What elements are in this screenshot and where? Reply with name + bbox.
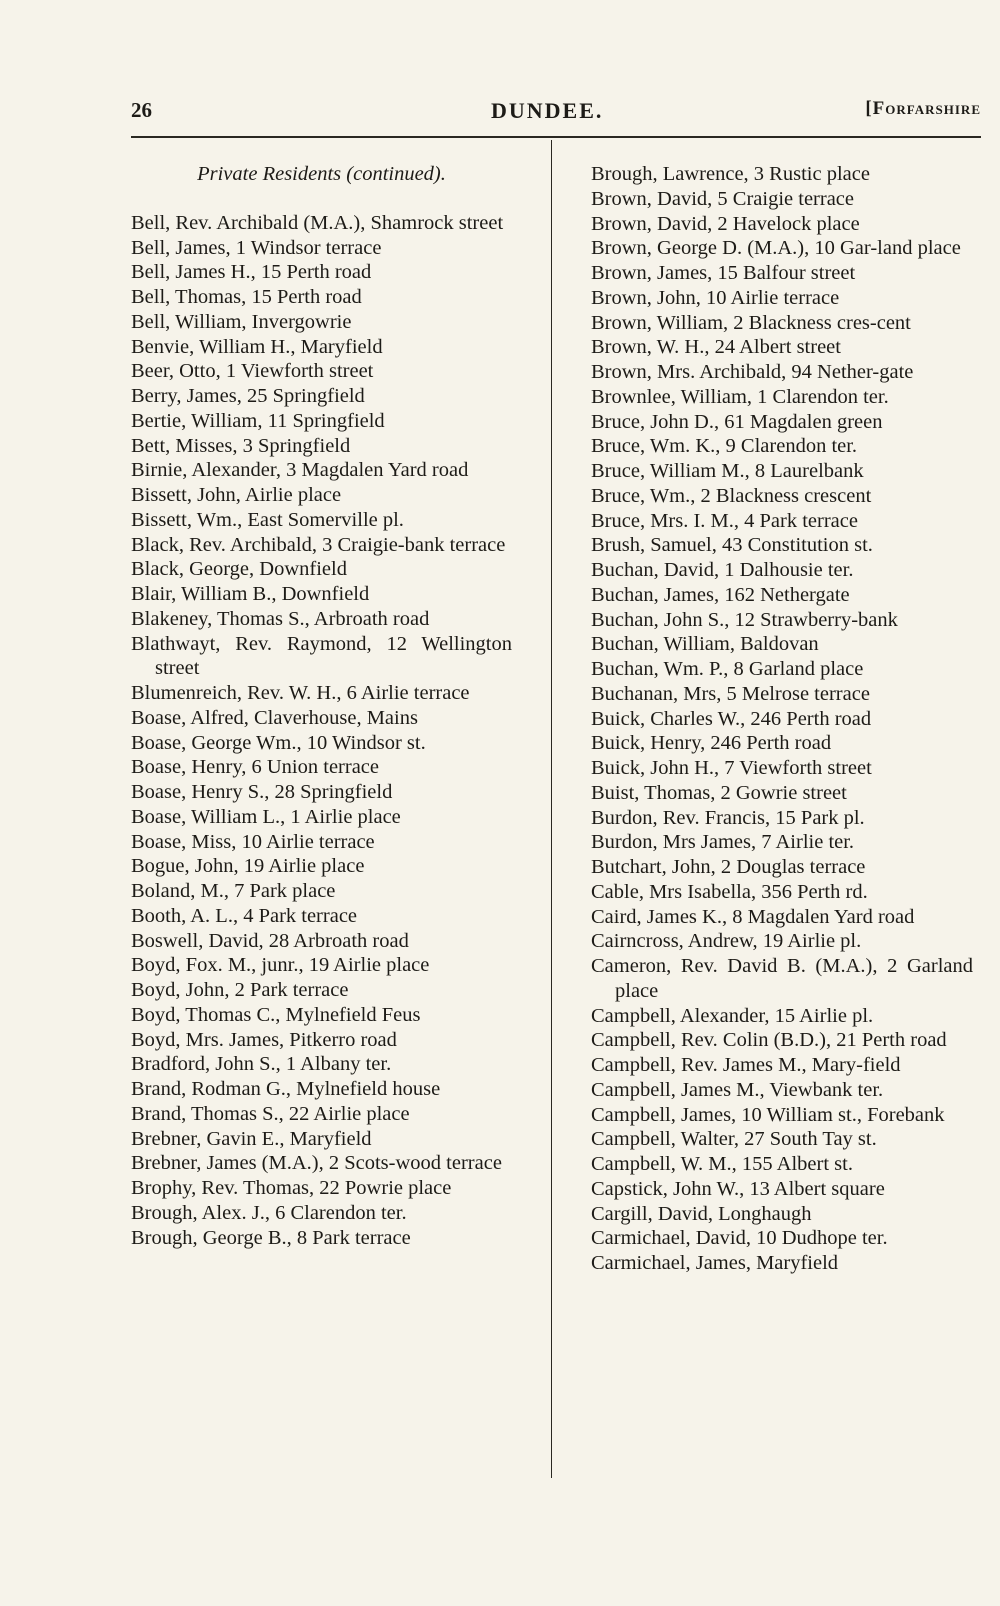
directory-entry: Bett, Misses, 3 Springfield [131,434,351,457]
directory-entry: Birnie, Alexander, 3 Magdalen Yard road [131,459,469,482]
directory-entry: Buchan, William, Baldovan [591,633,819,656]
directory-entry: Bruce, Mrs. I. M., 4 Park terrace [591,509,858,532]
directory-entry: Boyd, John, 2 Park terrace [131,979,349,1001]
directory-entry: Campbell, Rev. James M., Mary-field [591,1054,901,1076]
directory-entry: Bruce, Wm., 2 Blackness crescent [591,484,872,507]
section-heading: Private Residents (continued). [197,163,446,185]
directory-entry: Boase, George Wm., 10 Windsor st. [131,731,426,754]
directory-entry: Bruce, Wm. K., 9 Clarendon ter. [591,435,858,458]
directory-entry: Blumenreich, Rev. W. H., 6 Airlie terrace [131,682,470,704]
directory-entry: Bertie, William, 11 Springfield [131,409,385,432]
directory-entry: Campbell, Rev. Colin (B.D.), 21 Perth road [591,1029,947,1052]
directory-entry: Brown, John, 10 Airlie terrace [591,286,840,309]
directory-entry: Capstick, John W., 13 Albert square [591,1177,885,1200]
directory-entry: Cameron, Rev. David B. (M.A.), 2 Garland place [591,955,973,1002]
directory-entry: Boland, M., 7 Park place [131,880,336,902]
directory-entry: Black, Rev. Archibald, 3 Craigie-bank terrace [131,533,506,556]
directory-entry: Burdon, Mrs James, 7 Airlie ter. [591,831,855,854]
directory-entry: Buick, Charles W., 246 Perth road [591,707,872,730]
directory-entry: Carmichael, James, Maryfield [591,1252,839,1274]
page-number: 26 [131,98,152,122]
directory-entry: Bell, Rev. Archibald (M.A.), Shamrock street [131,211,504,234]
directory-entry: Campbell, James M., Viewbank ter. [591,1078,884,1101]
directory-entry: Bradford, John S., 1 Albany ter. [131,1053,392,1076]
directory-entry: Buchan, James, 162 Nethergate [591,583,850,606]
directory-entry: Brown, Mrs. Archibald, 94 Nether-gate [591,361,914,383]
directory-entry: Brebner, Gavin E., Maryfield [131,1127,372,1150]
directory-entry: Buchan, David, 1 Dalhousie ter. [591,559,854,581]
column-divider [551,140,552,1478]
directory-entry: Brand, Thomas S., 22 Airlie place [131,1102,410,1125]
directory-entry: Benvie, William H., Maryfield [131,335,383,358]
directory-entry: Campbell, James, 10 William st., Forebank [591,1103,945,1126]
directory-entry: Brown, George D. (M.A.), 10 Gar-land place [591,237,961,260]
directory-entry: Campbell, W. M., 155 Albert st. [591,1153,853,1175]
directory-entry: Boase, Henry, 6 Union terrace [131,756,379,779]
directory-entry: Blathwayt, Rev. Raymond, 12 Wellington street [131,632,512,680]
right-column [591,162,973,1276]
directory-entry: Boase, Alfred, Claverhouse, Mains [131,706,418,729]
directory-entry: Brough, Alex. J., 6 Clarendon ter. [131,1201,407,1224]
directory-entry: Boyd, Fox. M., junr., 19 Airlie place [131,954,430,977]
directory-entry: Buchan, John S., 12 Strawberry-bank [591,608,898,631]
directory-entry: Brough, Lawrence, 3 Rustic place [591,163,870,185]
directory-entry: Cable, Mrs Isabella, 356 Perth rd. [591,880,868,903]
directory-entry: Burdon, Rev. Francis, 15 Park pl. [591,806,865,829]
directory-entry: Boase, William L., 1 Airlie place [131,805,401,828]
directory-entry: Boase, Henry S., 28 Springfield [131,781,393,803]
directory-entry: Brown, William, 2 Blackness cres-cent [591,311,911,334]
directory-entry: Caird, James K., 8 Magdalen Yard road [591,905,915,928]
directory-entry: Brush, Samuel, 43 Constitution st. [591,534,873,557]
directory-entry: Bruce, William M., 8 Laurelbank [591,460,864,482]
directory-entry: Blakeney, Thomas S., Arbroath road [131,607,430,630]
left-column [131,162,512,1250]
directory-entry: Campbell, Alexander, 15 Airlie pl. [591,1004,874,1027]
directory-entry: Brown, W. H., 24 Albert street [591,336,841,359]
directory-entry: Brophy, Rev. Thomas, 22 Powrie place [131,1177,452,1199]
directory-entry: Brown, David, 5 Craigie terrace [591,187,854,210]
directory-entry: Boswell, David, 28 Arbroath road [131,929,409,952]
directory-entry: Booth, A. L., 4 Park terrace [131,904,358,927]
directory-entry: Bogue, John, 19 Airlie place [131,855,365,878]
directory-entry: Brand, Rodman G., Mylnefield house [131,1078,441,1100]
directory-entry: Buchanan, Mrs, 5 Melrose terrace [591,682,870,705]
directory-entry: Brebner, James (M.A.), 2 Scots-wood terrace [131,1152,502,1175]
directory-entry: Bissett, Wm., East Somerville pl. [131,508,404,531]
directory-entry: Boyd, Thomas C., Mylnefield Feus [131,1003,421,1026]
county-label: [Forfarshire [865,98,981,119]
directory-entry: Buchan, Wm. P., 8 Garland place [591,658,864,680]
directory-entry: Butchart, John, 2 Douglas terrace [591,856,866,878]
directory-entry: Buick, John H., 7 Viewforth street [591,757,872,779]
directory-entry: Blair, William B., Downfield [131,583,370,605]
directory-entry: Bissett, John, Airlie place [131,484,342,506]
town-title: DUNDEE. [491,98,604,123]
directory-entry: Buist, Thomas, 2 Gowrie street [591,781,847,804]
running-header [131,98,981,134]
directory-entry: Bell, Thomas, 15 Perth road [131,286,362,308]
directory-entry: Boase, Miss, 10 Airlie terrace [131,830,375,853]
directory-entry: Campbell, Walter, 27 South Tay st. [591,1128,877,1151]
directory-entry: Brown, James, 15 Balfour street [591,262,856,284]
directory-entry: Bell, James H., 15 Perth road [131,261,372,284]
directory-entry: Brough, George B., 8 Park terrace [131,1226,411,1249]
directory-entry: Brown, David, 2 Havelock place [591,212,860,235]
directory-entry: Bruce, John D., 61 Magdalen green [591,410,883,433]
header-rule [131,136,981,138]
directory-entry: Cairncross, Andrew, 19 Airlie pl. [591,930,862,953]
directory-entry: Cargill, David, Longhaugh [591,1202,812,1225]
directory-entry: Boyd, Mrs. James, Pitkerro road [131,1028,397,1051]
directory-entry: Berry, James, 25 Springfield [131,385,365,407]
directory-entry: Carmichael, David, 10 Dudhope ter. [591,1227,888,1250]
directory-entry: Brownlee, William, 1 Clarendon ter. [591,385,889,408]
directory-entry: Beer, Otto, 1 Viewforth street [131,360,374,383]
directory-entry: Bell, James, 1 Windsor terrace [131,236,382,259]
directory-entry: Bell, William, Invergowrie [131,310,352,333]
directory-entry: Black, George, Downfield [131,558,347,581]
directory-entry: Buick, Henry, 246 Perth road [591,732,832,755]
